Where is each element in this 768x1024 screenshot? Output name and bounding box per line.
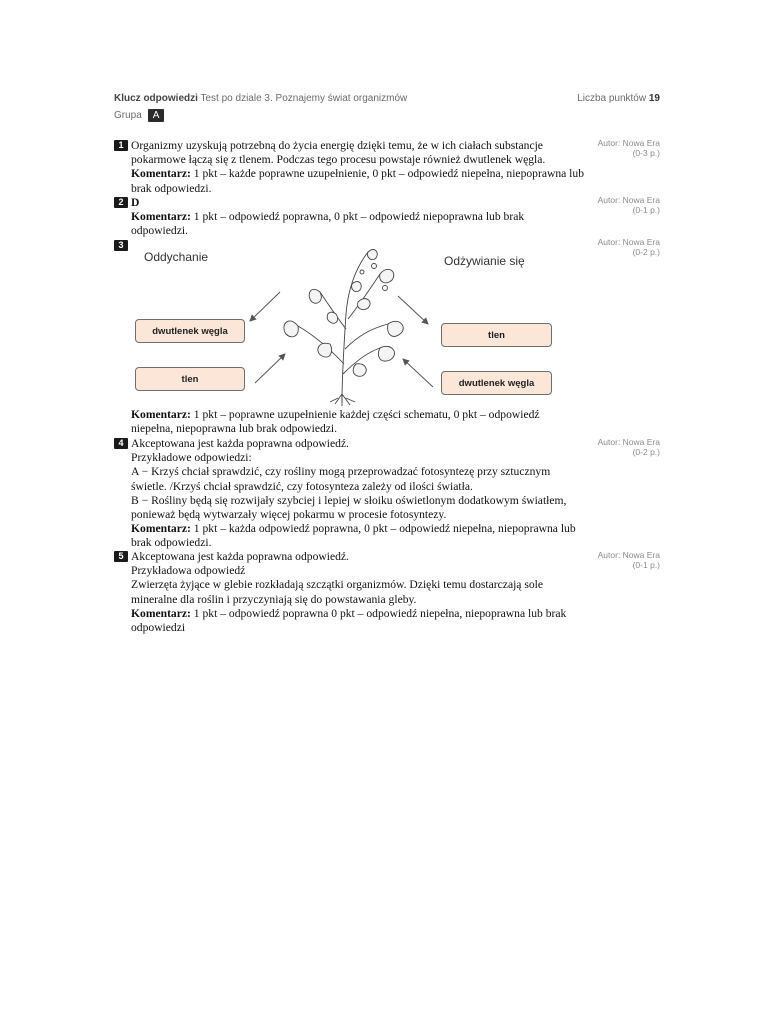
question-number: 4 — [114, 438, 128, 449]
arrow-co2-out — [250, 292, 280, 321]
author-label: Autor: Nowa Era — [597, 437, 660, 447]
comment-text: 1 pkt – każde poprawne uzupełnienie, 0 pkt – odpowiedź niepełna, niepoprawna lub brak odpowiedzi. — [131, 167, 584, 195]
points-range: (0-3 p.) — [632, 148, 660, 158]
author-label: Autor: Nowa Era — [597, 237, 660, 247]
arrow-o2-out — [398, 296, 428, 324]
answer-line: Akceptowana jest każda poprawna odpowiedź. — [131, 437, 349, 450]
comment — [131, 522, 584, 550]
points-range: (0-1 p.) — [632, 205, 660, 215]
question-5-meta — [580, 550, 660, 570]
points-range: (0-2 p.) — [632, 247, 660, 257]
comment-text: 1 pkt – poprawne uzupełnienie każdej części schematu, 0 pkt – odpowiedź niepełna, niepoprawna lub brak odpowiedzi. — [131, 408, 540, 436]
comment-label: Komentarz: — [131, 167, 191, 181]
arrow-o2-in — [255, 354, 285, 383]
nutrition-title: Odżywianie się — [444, 254, 525, 268]
answer-line: A − Krzyś chciał sprawdzić, czy rośliny mogą przeprowadzać fotosyntezę przy sztucznym świetle. /Krzyś chciał sprawdzić, czy fotosynteza zależy od ilości światła. — [131, 465, 551, 493]
question-3-meta — [580, 237, 660, 257]
question-5 — [114, 550, 584, 635]
comment — [131, 167, 584, 195]
author-label: Autor: Nowa Era — [597, 195, 660, 205]
points-range: (0-1 p.) — [632, 560, 660, 570]
answer-key-label: Klucz odpowiedzi — [114, 93, 198, 104]
group-label: Grupa — [114, 110, 142, 121]
document-header — [114, 93, 407, 104]
points-summary — [577, 93, 660, 104]
question-4 — [114, 437, 584, 551]
comment — [131, 607, 584, 635]
question-number: 3 — [114, 240, 128, 251]
answer-line: Akceptowana jest każda poprawna odpowiedź. — [131, 550, 349, 563]
box-nutrition-input: dwutlenek węgla — [441, 371, 552, 395]
comment-label: Komentarz: — [131, 210, 191, 224]
group-indicator — [114, 109, 164, 122]
respiration-title: Oddychanie — [144, 250, 209, 264]
question-1 — [114, 139, 584, 196]
question-1-meta — [580, 138, 660, 158]
comment-text: 1 pkt – każda odpowiedź poprawna, 0 pkt – odpowiedź niepełna, niepoprawna lub brak odpowiedzi. — [131, 522, 576, 550]
comment-label: Komentarz: — [131, 606, 191, 620]
question-2-meta — [580, 195, 660, 215]
comment — [131, 408, 584, 436]
points-range: (0-2 p.) — [632, 447, 660, 457]
box-respiration-input: tlen — [135, 367, 245, 391]
comment-label: Komentarz: — [131, 522, 191, 536]
answer-text: D — [131, 196, 140, 209]
author-label: Autor: Nowa Era — [597, 550, 660, 560]
group-badge: A — [148, 109, 165, 122]
test-title: Test po dziale 3. Poznajemy świat organizmów — [200, 93, 408, 104]
points-value: 19 — [648, 93, 660, 104]
question-number: 2 — [114, 197, 128, 208]
arrow-co2-in — [403, 359, 433, 387]
diagram-graphics — [130, 244, 560, 406]
respiration-nutrition-diagram — [130, 244, 560, 406]
question-number: 5 — [114, 551, 128, 562]
question-3-comment — [114, 408, 584, 436]
answer-line: Zwierzęta żyjące w glebie rozkładają szczątki organizmów. Dzięki temu dostarczają sole mineralne dla roślin i przyczyniają się do powstawania gleby. — [131, 578, 544, 606]
answer-line: B − Rośliny będą się rozwijały szybciej i lepiej w słoiku oświetlonym dodatkowym światłem, ponieważ będą wytwarzały więcej pokarmu w procesie fotosyntezy. — [131, 493, 567, 522]
comment-label: Komentarz: — [131, 408, 191, 421]
box-nutrition-output: tlen — [441, 323, 552, 347]
comment-text: 1 pkt – odpowiedź poprawna 0 pkt – odpowiedź niepełna, niepoprawna lub brak odpowiedzi — [131, 606, 567, 635]
author-label: Autor: Nowa Era — [597, 138, 660, 148]
question-2 — [114, 196, 584, 239]
plant-illustration — [284, 250, 403, 406]
question-4-meta — [580, 437, 660, 457]
comment — [131, 210, 584, 238]
answer-text: Organizmy uzyskują potrzebną do życia energię dzięki temu, że w ich ciałach substancje pokarmowe łączą się z tlenem. Podczas tego procesu powstaje również dwutlenek węgla. — [131, 139, 546, 167]
points-label: Liczba punktów — [577, 93, 647, 104]
comment-text: 1 pkt – odpowiedź poprawna, 0 pkt – odpowiedź niepoprawna lub brak odpowiedzi. — [131, 210, 525, 238]
answer-line: Przykładowa odpowiedź — [131, 564, 246, 578]
question-number: 1 — [114, 140, 128, 151]
answer-line: Przykładowe odpowiedzi: — [131, 451, 252, 465]
box-respiration-output: dwutlenek węgla — [135, 319, 245, 343]
